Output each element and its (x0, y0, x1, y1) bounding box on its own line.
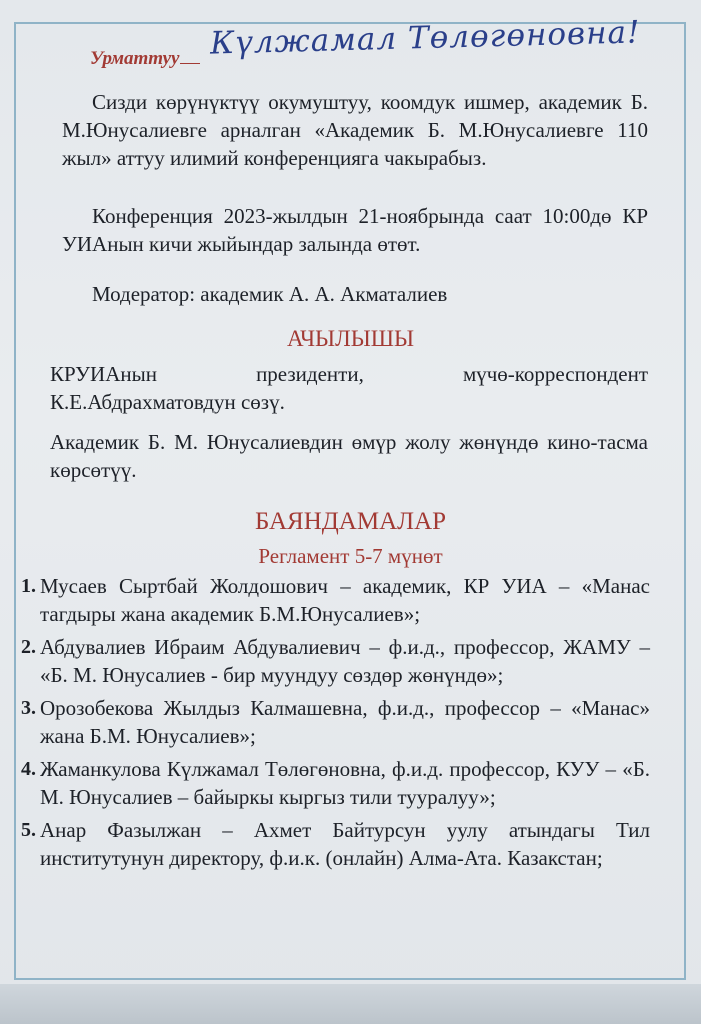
report-text: Орозобекова Жылдыз Калмашевна, ф.и.д., профессор – «Манас» жана Б.М. Юнусалиев»; (40, 696, 650, 748)
report-number: 5. (21, 819, 36, 841)
page-bottom-edge (0, 984, 701, 1024)
report-item (10, 816, 650, 872)
salutation-text: Урматтуу (90, 48, 180, 69)
opening-heading: АЧЫЛЫШЫ (286, 326, 415, 351)
report-item (10, 694, 650, 750)
report-number: 2. (21, 636, 36, 658)
opening-item-president-speech: КРУИАнын президенти, мүчө-корреспондент К.Е.Абдрахматовдун сөзү. (50, 362, 648, 414)
report-number: 3. (21, 697, 36, 719)
moderator-line: Модератор: академик А. А. Акматалиев (92, 282, 448, 306)
report-number: 4. (21, 758, 36, 780)
report-item (10, 572, 650, 628)
report-text: Жаманкулова Күлжамал Төлөгөновна, ф.и.д. профессор, КУУ – «Б. М. Юнусалиев – байыркы кыргыз тили тууралуу»; (40, 757, 650, 809)
report-text: Мусаев Сыртбай Жолдошович – академик, КР УИА – «Манас тагдыры жана академик Б.М.Юнусалиев»; (40, 574, 650, 626)
handwritten-recipient-name: Күлжамал Төлөгөновна! (209, 14, 641, 62)
reports-heading: БАЯНДАМАЛАР (254, 508, 447, 535)
salutation-underline (180, 63, 200, 64)
report-number: 1. (21, 575, 36, 597)
report-item (10, 633, 650, 689)
reglament-note: Регламент 5-7 мүнөт (258, 544, 443, 568)
report-text: Анар Фазылжан – Ахмет Байтурсун уулу атындагы Тил институтунун директору, ф.и.к. (онлайн) Алма-Ата. Казакстан; (40, 818, 650, 870)
report-text: Абдувалиев Ибраим Абдувалиевич – ф.и.д., профессор, ЖАМУ – «Б. М. Юнусалиев - бир муундуу сөздөр жөнүндө»; (40, 635, 650, 687)
report-item (10, 755, 650, 811)
conference-time-paragraph: Конференция 2023-жылдын 21-ноябрында саат 10:00дө КР УИАнын кичи жыйындар залында өтөт. (62, 204, 648, 256)
opening-item-film: Академик Б. М. Юнусалиевдин өмүр жолу жөнүндө кино-тасма көрсөтүү. (50, 430, 648, 482)
invitation-paragraph: Сизди көрүнүктүү окумуштуу, коомдук ишмер, академик Б. М.Юнусалиевге арналган «Академик Б. М.Юнусалиевге 110 жыл» аттуу илимий конференцияга чакырабыз. (62, 90, 648, 170)
reports-list (10, 572, 650, 877)
salutation (90, 48, 200, 70)
